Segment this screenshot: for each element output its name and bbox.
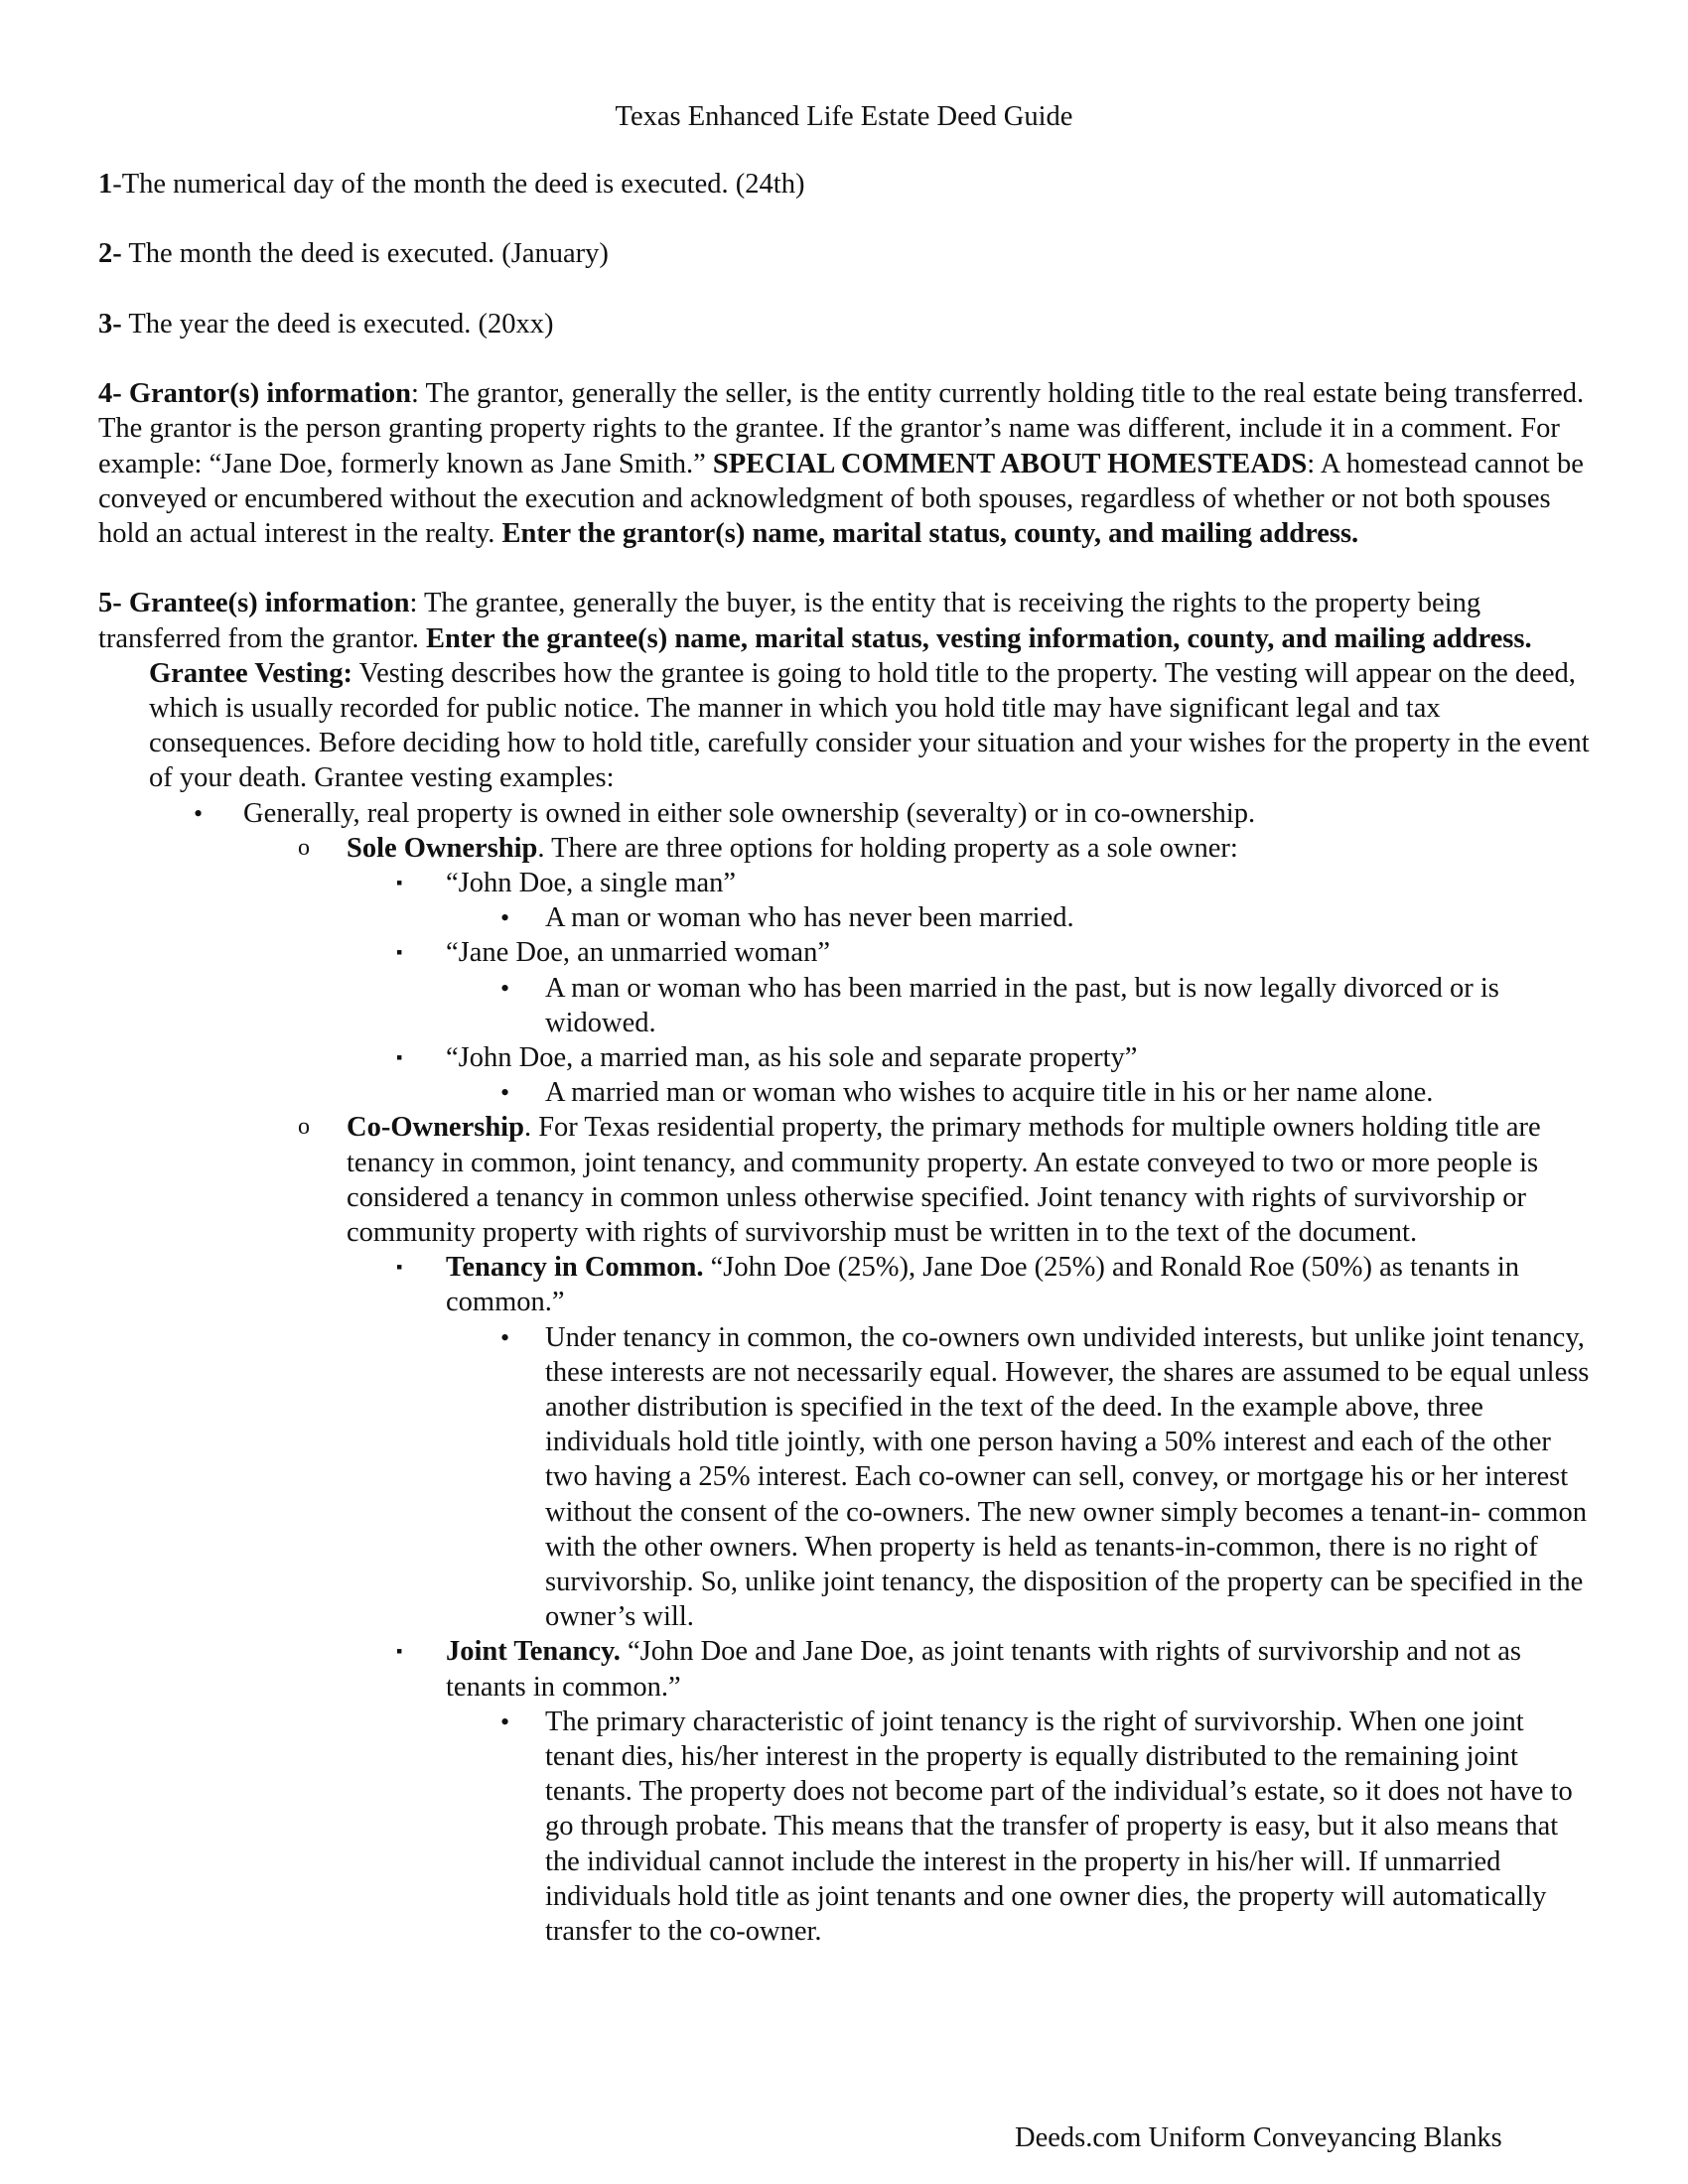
item-5-heading: 5- Grantee(s) information	[98, 588, 410, 619]
item-1-text: -The numerical day of the month the deed is executed. (24th)	[112, 169, 805, 200]
item-1-number: 1	[98, 169, 113, 200]
item-3-text: The year the deed is executed. (20xx)	[121, 308, 554, 340]
list-item	[98, 971, 1590, 1040]
example-name: “Jane Doe, an unmarried woman”	[446, 937, 830, 969]
example-name: “John Doe, a single man”	[446, 868, 737, 898]
square-marker: ▪	[396, 942, 403, 963]
list-item	[98, 1705, 1590, 1949]
item-4-heading: 4- Grantor(s) information	[98, 378, 412, 410]
item-5	[98, 586, 1590, 655]
square-marker: ▪	[396, 1047, 403, 1068]
item-2	[98, 236, 1590, 271]
item-4-instruction: Enter the grantor(s) name, marital status, county, and mailing address.	[501, 517, 1359, 549]
joint-tenancy-example: “John Doe and Jane Doe, as joint tenants with rights of survivorship and not as tenants in common.”	[446, 1636, 1521, 1703]
list-item	[98, 900, 1590, 935]
item-1	[98, 167, 1590, 202]
item-2-number: 2-	[98, 238, 122, 270]
square-marker: ▪	[396, 1641, 403, 1662]
co-ownership-text: . For Texas residential property, the primary methods for multiple owners holding title are tenancy in common, joint tenancy, and community property. An estate conveyed to two or more people is considered a tenancy in common unless otherwise specified. Joint tenancy with rights of survivorship or community property with rights of survivorship must be written in to the text of the document.	[347, 1112, 1541, 1249]
list-item	[98, 935, 1590, 1040]
joint-tenancy-desc-list	[98, 1705, 1590, 1949]
document-title: Texas Enhanced Life Estate Deed Guide	[615, 101, 1073, 132]
example-desc: A married man or woman who wishes to acquire title in his or her name alone.	[545, 1077, 1434, 1109]
example-desc-list	[98, 1075, 1590, 1110]
item-4-text-a: : The grantor, generally the seller, is the entity currently holding title to the real estate being transferred. The grantor is the person granting property rights to the grantee. If the grantor’s name was different, include it in a comment. For example: “Jane Doe, formerly known as Jane Smith.”	[98, 378, 1585, 479]
bullet-marker: •	[500, 1706, 510, 1736]
item-3-number: 3-	[98, 308, 122, 340]
bullet-marker: •	[500, 1322, 510, 1352]
bullet-marker: •	[194, 798, 204, 828]
item-4	[98, 376, 1590, 551]
list-item	[98, 1110, 1590, 1949]
bullet-marker: •	[500, 973, 510, 1003]
list-item	[98, 831, 1590, 1111]
circle-marker: o	[298, 1114, 310, 1141]
list-item	[98, 1320, 1590, 1635]
example-desc-list	[98, 971, 1590, 1040]
sole-ownership-label: Sole Ownership	[347, 832, 538, 864]
ownership-list	[98, 831, 1590, 1950]
square-marker: ▪	[396, 873, 403, 892]
sole-ownership-text: . There are three options for holding property as a sole owner:	[537, 832, 1238, 864]
tenancy-in-common-example: “John Doe (25%), Jane Doe (25%) and Ronald Roe (50%) as tenants in common.”	[446, 1252, 1519, 1318]
bullet-marker: •	[500, 903, 510, 933]
sole-examples-list	[98, 866, 1590, 1110]
tenancy-in-common-desc-list	[98, 1320, 1590, 1635]
grantee-vesting	[98, 656, 1590, 796]
item-3	[98, 307, 1590, 341]
bullet-marker: •	[500, 1078, 510, 1108]
grantee-vesting-heading: Grantee Vesting:	[149, 657, 353, 689]
tenancy-in-common-label: Tenancy in Common.	[446, 1252, 704, 1284]
circle-marker: o	[298, 834, 310, 861]
joint-tenancy-label: Joint Tenancy.	[446, 1636, 621, 1668]
item-5-instruction: Enter the grantee(s) name, marital status, vesting information, county, and mailing address.	[426, 622, 1532, 654]
joint-tenancy-desc: The primary characteristic of joint tenancy is the right of survivorship. When one joint tenant dies, his/her interest in the property is equally distributed to the remaining joint tenants. The property does not become part of the individual’s estate, so it does not have to go through probate. This means that the transfer of property is easy, but it also means that the individual cannot include the interest in the property in his/her will. If unmarried individuals hold title as joint tenants and one owner dies, the property will automatically transfer to the co-owner.	[545, 1706, 1573, 1948]
example-desc-list	[98, 900, 1590, 935]
example-desc: A man or woman who has been married in the past, but is now legally divorced or is widowed.	[545, 972, 1499, 1038]
list-item	[98, 1250, 1590, 1634]
co-ownership-types-list	[98, 1250, 1590, 1949]
example-name: “John Doe, a married man, as his sole and separate property”	[446, 1042, 1138, 1074]
list-item	[98, 1075, 1590, 1110]
co-ownership-label: Co-Ownership	[347, 1112, 524, 1144]
tenancy-in-common-desc: Under tenancy in common, the co-owners own undivided interests, but unlike joint tenancy, these interests are not necessarily equal. However, the shares are assumed to be equal unless another distribution is specified in the text of the deed. In the example above, three individuals hold title jointly, with one person having a 50% interest and each of the other two having a 25% interest. Each co-owner can sell, convey, or mortgage his or her interest without the consent of the co-owners. The new owner simply becomes a tenant-in- common with the other owners. When property is held as tenants-in-common, there is no right of survivorship. So, unlike joint tenancy, the disposition of the property can be specified in the owner’s will.	[545, 1321, 1590, 1633]
homestead-comment-heading: SPECIAL COMMENT ABOUT HOMESTEADS	[712, 448, 1308, 479]
vesting-list	[98, 796, 1590, 831]
item-2-text: The month the deed is executed. (January)	[121, 238, 609, 270]
list-item	[98, 866, 1590, 935]
grantee-vesting-text: Vesting describes how the grantee is going to hold title to the property. The vesting will appear on the deed, which is usually recorded for public notice. The manner in which you hold title may have significant legal and tax consequences. Before deciding how to hold title, carefully consider your situation and your wishes for the property in the event of your death. Grantee vesting examples:	[149, 657, 1590, 794]
vesting-general-text: Generally, real property is owned in either sole ownership (severalty) or in co-ownership.	[243, 797, 1256, 829]
example-desc: A man or woman who has never been married.	[545, 902, 1074, 934]
list-item	[98, 796, 1590, 831]
square-marker: ▪	[396, 1257, 403, 1278]
document-body	[98, 167, 1590, 1949]
list-item	[98, 1634, 1590, 1949]
item-5-text: : The grantee, generally the buyer, is the entity that is receiving the rights to the property being transferred from the grantor.	[98, 588, 1481, 654]
footer-credit: Deeds.com Uniform Conveyancing Blanks	[1015, 2122, 1502, 2153]
list-item	[98, 1040, 1590, 1110]
item-4-text-b: : A homestead cannot be conveyed or encumbered without the execution and acknowledgment of both spouses, regardless of whether or not both spouses hold an actual interest in the realty.	[98, 448, 1584, 549]
